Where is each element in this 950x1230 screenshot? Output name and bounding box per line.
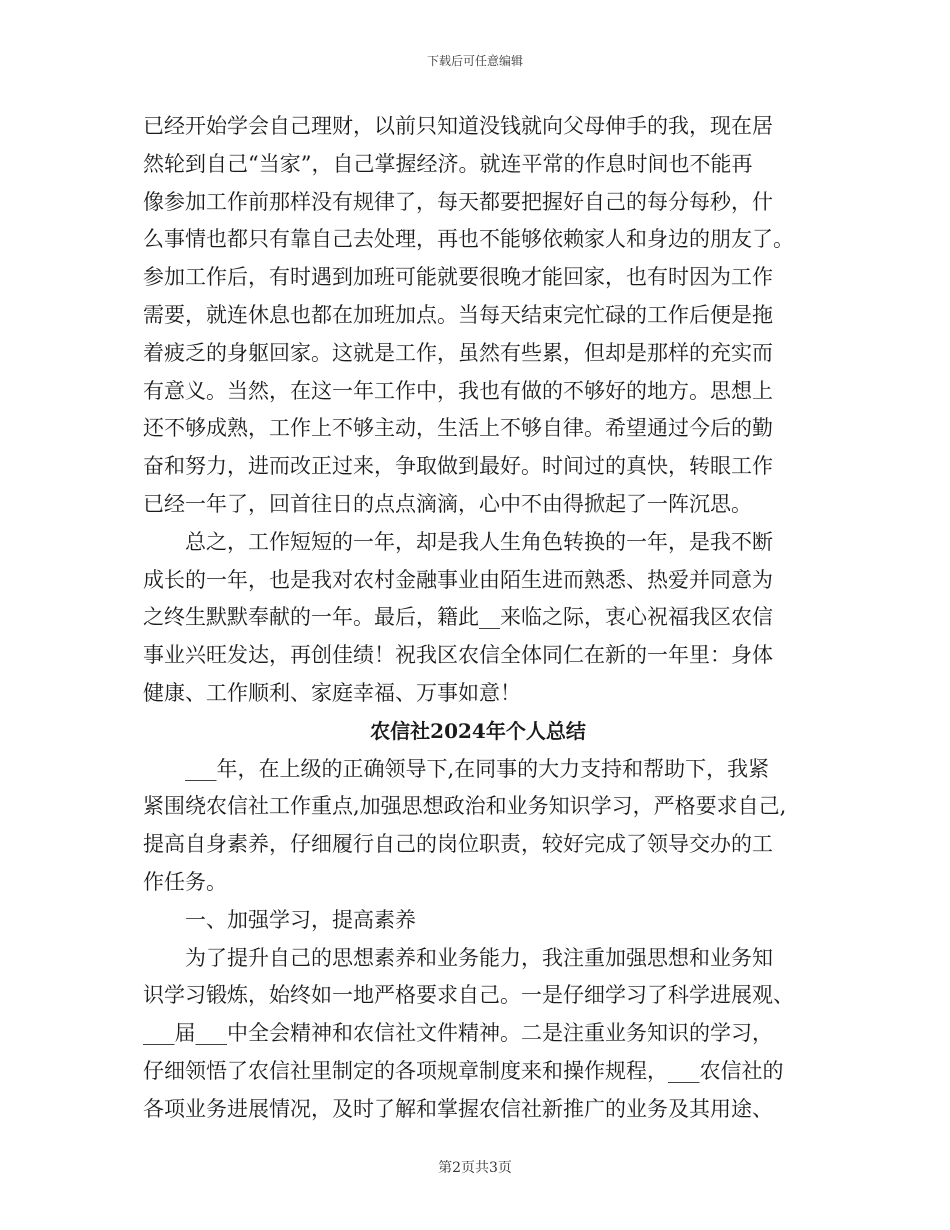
text-line: 各项业务进展情况，及时了解和掌握农信社新推广的业务及其用途、 bbox=[143, 1096, 773, 1121]
text-line: 仔细领悟了农信社里制定的各项规章制度来和操作规程，___农信社的 bbox=[143, 1058, 784, 1083]
page-number: 第2页共3页 bbox=[438, 1160, 512, 1176]
text-line: 需要，就连休息也都在加班加点。当每天结束完忙碌的工作后便是拖 bbox=[143, 302, 773, 327]
text-line: 么事情也都只有靠自己去处理，再也不能够依赖家人和身边的朋友了。 bbox=[143, 227, 794, 252]
text-line: 识学习锻炼，始终如一地严格要求自己。一是仔细学习了科学进展观、 bbox=[143, 983, 794, 1008]
text-line: 提高自身素养，仔细履行自己的岗位职责，较好完成了领导交办的工 bbox=[143, 832, 773, 857]
text-line: 已经一年了，回首往日的点点滴滴，心中不由得掀起了一阵沉思。 bbox=[143, 491, 752, 516]
text-line: 已经开始学会自己理财，以前只知道没钱就向父母伸手的我，现在居 bbox=[143, 114, 773, 138]
text-line: 着疲乏的身躯回家。这就是工作，虽然有些累，但却是那样的充实而 bbox=[143, 340, 773, 365]
text-line: 像参加工作前那样没有规律了，每天都要把握好自己的每分每秒，什 bbox=[143, 189, 773, 214]
text-line: 参加工作后，有时遇到加班可能就要很晚才能回家，也有时因为工作 bbox=[143, 265, 773, 290]
text-line: ___届___中全会精神和农信社文件精神。二是注重业务知识的学习， bbox=[143, 1021, 773, 1046]
text-line: 还不够成熟，工作上不够主动，生活上不够自律。希望通过今后的勤 bbox=[143, 416, 773, 441]
paragraph-first-line: ___年，在上级的正确领导下,在同事的大力支持和帮助下，我紧 bbox=[185, 756, 770, 781]
text-line: 成长的一年，也是我对农村金融事业由陌生进而熟悉、热爱并同意为 bbox=[143, 567, 773, 592]
text-line: 作任务。 bbox=[143, 869, 227, 894]
subheading: 一、加强学习，提高素养 bbox=[185, 907, 416, 932]
header-note: 下载后可任意编辑 bbox=[426, 54, 523, 68]
paragraph-first-line: 为了提升自己的思想素养和业务能力，我注重加强思想和业务知 bbox=[185, 945, 773, 970]
text-line: 事业兴旺发达，再创佳绩！祝我区农信全体同仁在新的一年里：身体 bbox=[143, 643, 773, 668]
text-line: 然轮到自己“当家”，自己掌握经济。就连平常的作息时间也不能再 bbox=[143, 151, 753, 176]
text-line: 有意义。当然，在这一年工作中，我也有做的不够好的地方。思想上 bbox=[143, 378, 773, 403]
text-line: 奋和努力，进而改正过来，争取做到最好。时间过的真快，转眼工作 bbox=[143, 454, 773, 479]
paragraph-first-line: 总之，工作短短的一年，却是我人生角色转换的一年，是我不断 bbox=[185, 529, 773, 554]
text-line: 之终生默默奉献的一年。最后，籍此__来临之际，衷心祝福我区农信 bbox=[143, 605, 773, 630]
text-line: 健康、工作顺利、家庭幸福、万事如意！ bbox=[143, 680, 521, 705]
section-title: 农信社2024年个人总结 bbox=[370, 718, 586, 743]
document-body bbox=[143, 108, 813, 1129]
text-line: 紧围绕农信社工作重点,加强思想政治和业务知识学习，严格要求自己, bbox=[143, 794, 787, 819]
